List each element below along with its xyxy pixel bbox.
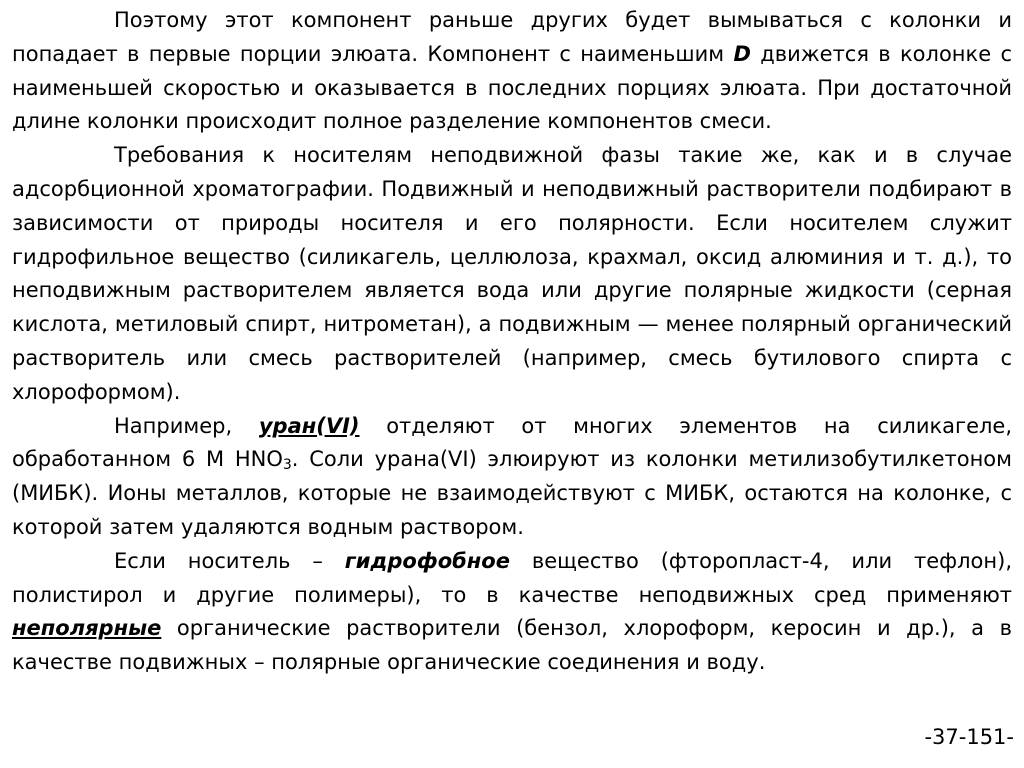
nonpolar-term: неполярные: [12, 616, 162, 641]
page-number: -37-151-: [924, 725, 1014, 749]
paragraph-3-text-b: отделяют от многих элементов на силикагеле, обработанном 6 М HNO: [12, 413, 1013, 472]
paragraph-1-text-a: Поэтому этот компонент раньше других будет вымываться с колонки и попадает в первые порции элюата. Компонент с наименьшим: [12, 8, 1012, 66]
paragraph-2: [12, 139, 1012, 409]
paragraph-4-text-a: Если носитель –: [114, 548, 345, 573]
paragraph-3: [12, 410, 1012, 545]
paragraph-1: [12, 4, 1012, 139]
paragraph-4: [12, 545, 1012, 680]
hydrophobic-term: гидрофобное: [344, 548, 510, 573]
paragraph-4-text-b: вещество (фторопласт-4, или тефлон), полистирол и другие полимеры), то в качестве неподвижных сред применяют: [12, 548, 1012, 607]
symbol-d: D: [733, 41, 751, 66]
paragraph-3-text-a: Например,: [114, 413, 259, 438]
subscript-3: 3: [282, 457, 292, 474]
paragraph-1-text-b: движется в колонке с наименьшей скоростью и оказывается в последних порциях элюата. При достаточной длине колонки происходит полное разделение компонентов смеси.: [12, 41, 1013, 134]
paragraph-3-text-c: . Соли урана(VI) элюируют из колонки метилизобутилкетоном (МИБК). Ионы металлов, которые не взаимодействуют с МИБК, остаются на колонке, с которой затем удаляются водным раствором.: [12, 447, 1012, 539]
uranium-term: уран(VI): [258, 413, 360, 438]
document-body: [12, 4, 1012, 680]
paragraph-4-text-c: органические растворители (бензол, хлороформ, керосин и др.), а в качестве подвижных – полярные органические соединения и воду.: [12, 616, 1012, 675]
paragraph-2-text: Требования к носителям неподвижной фазы такие же, как и в случае адсорбционной хроматографии. Подвижный и неподвижный растворители подбирают в зависимости от природы носителя и его полярности. Если носителем служит гидрофильное вещество (силикагель, целлюлоза, крахмал, оксид алюминия и т. д.), то неподвижным растворителем является вода или другие полярные жидкости (серная кислота, метиловый спирт, нитрометан), а подвижным — менее полярный органический растворитель или смесь растворителей (например, смесь бутилового спирта с хлороформом).: [12, 143, 1012, 404]
